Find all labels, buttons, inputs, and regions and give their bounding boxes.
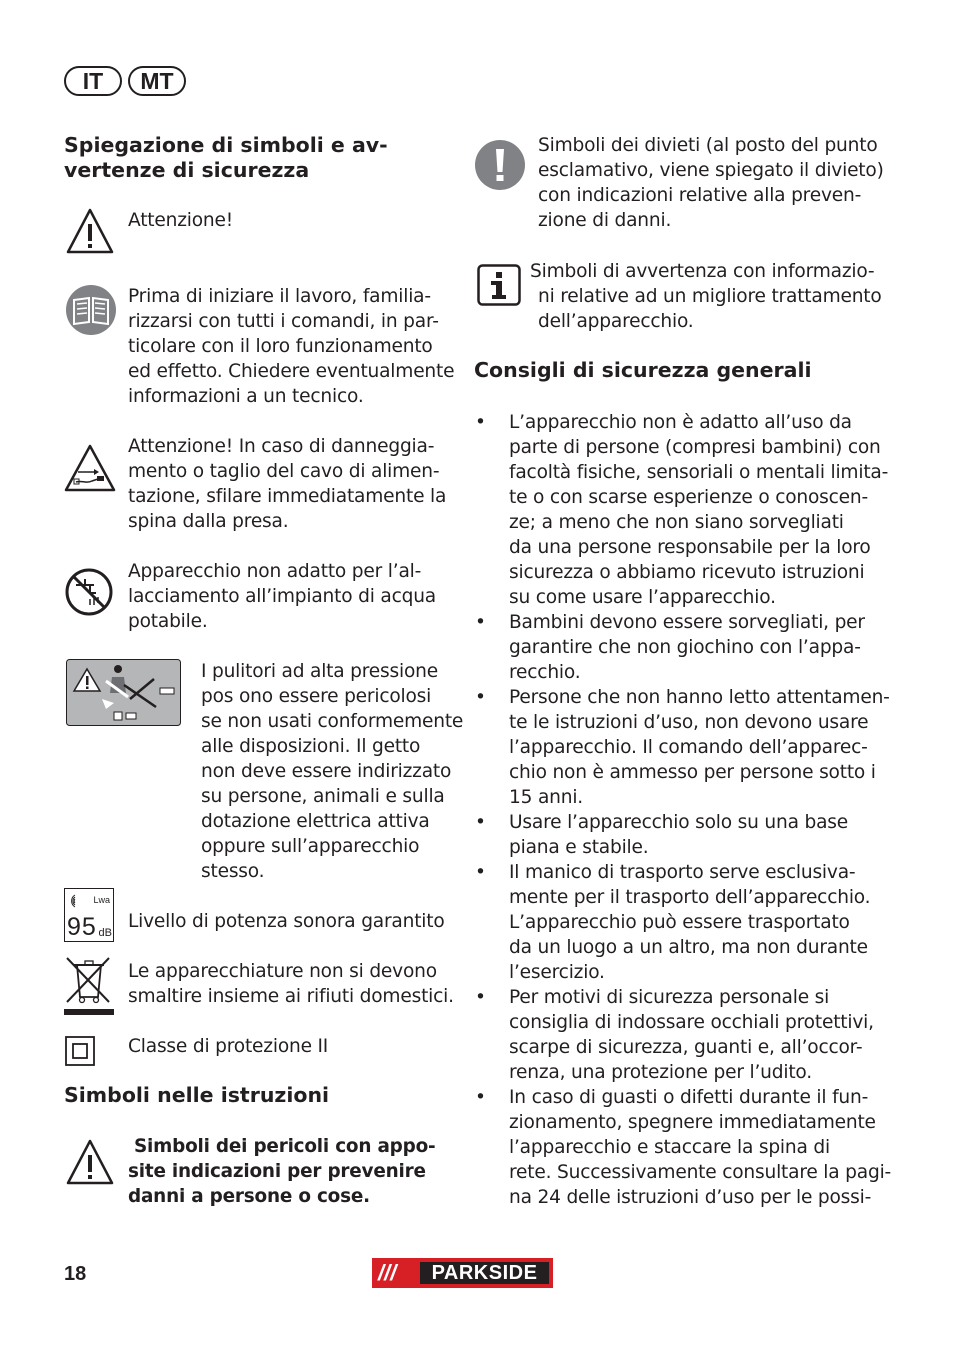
bullet-line: Persone che non hanno letto attentamen-: [509, 687, 890, 708]
bullet-line: facoltà fisiche, sensoriali o mentali limita-: [509, 462, 889, 483]
bullet-line: l’apparecchio. Il comando dell’apparec-: [509, 737, 868, 758]
bullet-line: Il manico di trasporto serve esclusiva-: [509, 862, 856, 883]
read-manual-icon: [65, 284, 117, 336]
bullet-dot: •: [475, 412, 486, 433]
bullet-line: recchio.: [509, 662, 581, 683]
sound-wave-icon: [67, 892, 83, 910]
bullet-line: scarpe di sicurezza, guanti e, all’occor-: [509, 1037, 863, 1058]
safety-bullet-list: [473, 410, 892, 1210]
attention-text: Attenzione!: [128, 210, 233, 231]
bullet-dot: •: [475, 1087, 486, 1108]
bullet-dot: •: [475, 687, 486, 708]
weee-text: Le apparecchiature non si devono smaltire insieme ai rifiuti domestici.: [128, 961, 454, 1007]
bullet-dot: •: [475, 862, 486, 883]
bullet-line: garantire che non giochino con l’appa-: [509, 637, 861, 658]
bullet-line: da una persone responsabile per la loro: [509, 537, 871, 558]
heading-general-safety: Consigli di sicurezza generali: [474, 358, 812, 382]
info-text: Simboli di avvertenza con informazio- ni relative ad un migliore trattamento dell’apparecchio.: [530, 261, 882, 332]
safety-bullet-item: [473, 410, 889, 610]
parkside-logo-mark: ///: [378, 1260, 397, 1285]
cable-text: Attenzione! In caso di danneggia- mento o taglio del cavo di alimen- tazione, sfilare immediatamente la spina dalla presa.: [128, 436, 447, 532]
bullet-line: L’apparecchio può essere trasportato: [509, 912, 850, 933]
safety-bullet-item: [473, 860, 873, 985]
heading-symbols-warnings: Spiegazione di simboli e av- vertenze di sicurezza: [64, 133, 388, 182]
class2-text: Classe di protezione II: [128, 1036, 329, 1057]
sound-value: 95: [67, 913, 97, 941]
bullet-line: te le istruzioni d’uso, non devono usare: [509, 712, 869, 733]
lang-badge-mt: MT: [128, 66, 186, 96]
safety-bullet-item: [473, 810, 873, 860]
lang-badge-it: IT: [64, 66, 122, 96]
bullet-line: l’apparecchio e staccare la spina di: [509, 1137, 830, 1158]
warning-triangle-icon: [66, 207, 114, 255]
danger-triangle-icon: [66, 1138, 114, 1186]
sound-unit: dB: [98, 927, 112, 939]
bullet-line: na 24 delle istruzioni d’uso per le possi-: [509, 1187, 872, 1208]
safety-bullet-item: [473, 985, 873, 1085]
bullet-line: sicurezza o abbiamo ricevuto istruzioni: [509, 562, 865, 583]
bullet-line: 15 anni.: [509, 787, 584, 808]
bullet-line: mente per il trasporto dell’apparecchio.: [509, 887, 871, 908]
bullet-line: piana e stabile.: [509, 837, 649, 858]
sound-label: Lwa: [93, 895, 110, 905]
sound-text: Livello di potenza sonora garantito: [128, 911, 445, 932]
bullet-line: su come usare l’apparecchio.: [509, 587, 776, 608]
bullet-line: Per motivi di sicurezza personale si: [509, 987, 830, 1008]
bullet-line: zionamento, spegnere immediatamente: [509, 1112, 876, 1133]
heading-symbols-instructions: Simboli nelle istruzioni: [64, 1083, 330, 1107]
safety-bullet-item: [473, 685, 890, 810]
bullet-dot: •: [475, 812, 486, 833]
safety-bullet-item: [473, 1085, 892, 1210]
bullet-line: ze; a meno che non siano sorvegliati: [509, 512, 844, 533]
parkside-logo-text: PARKSIDE: [420, 1262, 549, 1284]
bullet-line: da un luogo a un altro, ma non durante: [509, 937, 868, 958]
bullet-line: rete. Successivamente consultare la pagi-: [509, 1162, 892, 1183]
bullet-line: parte di persone (compresi bambini) con: [509, 437, 881, 458]
safety-bullet-item: [473, 610, 873, 685]
page-number: 18: [64, 1263, 87, 1285]
info-icon: [477, 264, 521, 306]
bullet-line: chio non è ammesso per persone sotto i: [509, 762, 876, 783]
pressure-text: I pulitori ad alta pressione pos ono essere pericolosi se non usati conformemente alle disposizioni. Il getto non deve essere indirizzato su persone, animali e sulla dotazione elettrica attiva oppure sull’apparecchio stesso.: [201, 661, 464, 882]
water-text: Apparecchio non adatto per l’al- lacciamento all’impianto di acqua potabile.: [128, 561, 436, 632]
cable-damage-warning-icon: [64, 444, 116, 492]
manual-text: Prima di iniziare il lavoro, familia- rizzarsi con tutti i comandi, in par- ticolare con il loro funzionamento ed effetto. Chiedere eventualmente informazioni a un tecnico.: [128, 286, 455, 407]
bullet-line: In caso di guasti o difetti durante il fun-: [509, 1087, 869, 1108]
bullet-line: te o con scarse esperienze o conoscen-: [509, 487, 869, 508]
bullet-line: Bambini devono essere sorvegliati, per: [509, 612, 865, 633]
bullet-dot: •: [475, 612, 486, 633]
sound-power-level-icon: [64, 888, 114, 942]
bullet-line: Usare l’apparecchio solo su una base: [509, 812, 848, 833]
bullet-line: renza, una protezione per l’udito.: [509, 1062, 812, 1083]
bullet-line: L’apparecchio non è adatto all’uso da: [509, 412, 852, 433]
parkside-logo: [372, 1258, 553, 1288]
danger-text: Simboli dei pericoli con appo- site indicazioni per prevenire danni a persone o cose.: [128, 1136, 436, 1207]
weee-bin-icon: [64, 955, 114, 1016]
protection-class-ii-icon: [65, 1036, 95, 1066]
bullet-dot: •: [475, 987, 486, 1008]
no-drinking-water-icon: [64, 567, 114, 617]
prohibit-text: Simboli dei divieti (al posto del punto esclamativo, viene spiegato il divieto) con indicazioni relative alla preven- zione di danni.: [538, 135, 884, 231]
high-pressure-warning-icon: [66, 659, 181, 726]
prohibition-exclamation-icon: [474, 139, 526, 191]
bullet-line: l’esercizio.: [509, 962, 605, 983]
bullet-line: consiglia di indossare occhiali protettivi,: [509, 1012, 874, 1033]
